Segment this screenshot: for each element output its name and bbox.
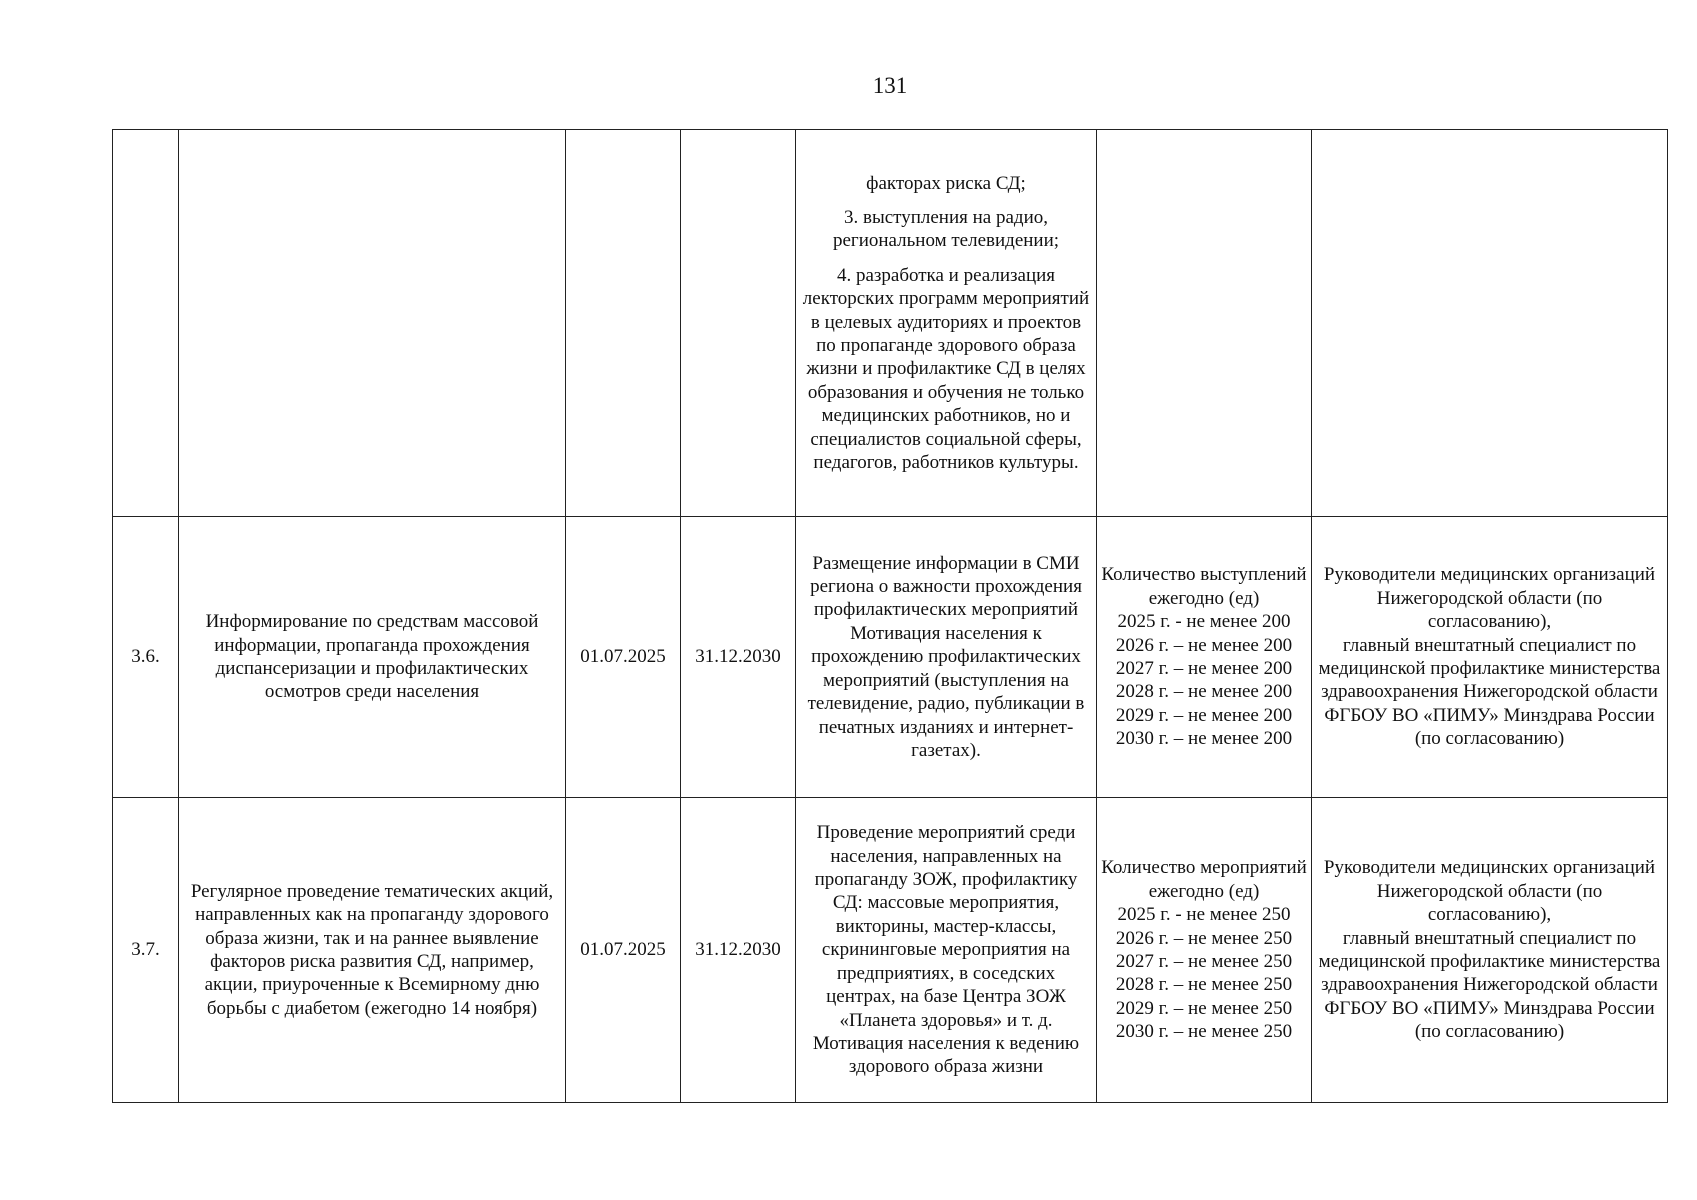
- cell-measure-name: [179, 130, 566, 517]
- cell-start-date: 01.07.2025: [566, 798, 681, 1103]
- content-paragraph: Мотивация населения к прохождению профилактических мероприятий (выступления на телевидение, радио, публикации в печатных изданиях и интернет-газетах).: [807, 622, 1085, 761]
- cell-end-date: [681, 130, 796, 517]
- cell-responsible: [1312, 517, 1668, 798]
- cell-content: [796, 517, 1097, 798]
- cell-measure-name: Регулярное проведение тематических акций, направленных как на пропаганду здорового образа жизни, так и на раннее выявление факторов риска развития СД, например, акции, приуроченные к Всемирному дню борьбы с диабетом (ежегодно 14 ноября): [179, 798, 566, 1103]
- indicator-year-value: 2026 г. – не менее 250: [1115, 927, 1293, 949]
- responsible-item: ФГБОУ ВО «ПИМУ» Минздрава России (по согласованию): [1324, 997, 1655, 1043]
- cell-content: [796, 130, 1097, 517]
- cell-number: 3.6.: [113, 517, 179, 798]
- responsible-item: главный внештатный специалист по медицинской профилактике министерства здравоохранения Нижегородской области: [1318, 927, 1661, 996]
- content-paragraph: Проведение мероприятий среди населения, направленных на пропаганду ЗОЖ, профилактику СД: массовые мероприятия, викторины, мастер-классы, скрининговые мероприятия на предприятиях, в соседских центрах, на базе Центра ЗОЖ «Планета здоровья» и т. д.: [814, 822, 1078, 1031]
- indicator-year-value: 2030 г. – не менее 200: [1115, 728, 1293, 750]
- cell-indicator: [1097, 798, 1312, 1103]
- cell-measure-name: Информирование по средствам массовой информации, пропаганда прохождения диспансеризации и профилактических осмотров среди населения: [179, 517, 566, 798]
- indicator-year-value: 2028 г. – не менее 200: [1115, 681, 1293, 703]
- indicator-title: Количество выступлений ежегодно (ед): [1101, 564, 1307, 609]
- table-row-3-7: [113, 798, 1668, 1103]
- indicator-year-value: 2028 г. – не менее 250: [1115, 974, 1293, 996]
- responsible-item: ФГБОУ ВО «ПИМУ» Минздрава России (по согласованию): [1324, 704, 1655, 750]
- responsible-item: Руководители медицинских организаций Нижегородской области (по согласованию),: [1323, 857, 1656, 926]
- page-number: 131: [872, 73, 908, 98]
- cell-indicator: [1097, 130, 1312, 517]
- cell-number: [113, 130, 179, 517]
- cell-start-date: [566, 130, 681, 517]
- cell-content: [796, 798, 1097, 1103]
- content-paragraph: Размещение информации в СМИ региона о важности прохождения профилактических мероприятий: [810, 552, 1082, 621]
- indicator-title: Количество мероприятий ежегодно (ед): [1101, 857, 1307, 902]
- indicator-year-value: 2027 г. – не менее 250: [1115, 951, 1293, 972]
- indicator-year-value: 2025 г. - не менее 200: [1117, 611, 1291, 633]
- indicator-year-value: 2025 г. - не менее 250: [1117, 904, 1291, 926]
- cell-end-date: 31.12.2030: [681, 798, 796, 1103]
- indicator-year-value: 2030 г. – не менее 250: [1115, 1021, 1293, 1043]
- cell-number: 3.7.: [113, 798, 179, 1103]
- content-paragraph: 3. выступления на радио, региональном телевидении;: [832, 206, 1060, 252]
- indicator-year-value: 2029 г. – не менее 200: [1115, 704, 1293, 726]
- cell-indicator: [1097, 517, 1312, 798]
- cell-responsible: [1312, 130, 1668, 517]
- table-row-continuation: [113, 130, 1668, 517]
- cell-start-date: 01.07.2025: [566, 517, 681, 798]
- content-paragraph: 4. разработка и реализация лекторских программ мероприятий в целевых аудиториях и проектов по пропаганде здорового образа жизни и профилактике СД в целях образования и обучения не только медицинских работников, но и специалистов социальной сферы, педагогов, работников культуры.: [802, 264, 1090, 474]
- content-paragraph: Мотивация населения к ведению здорового образа жизни: [812, 1032, 1080, 1078]
- responsible-item: Руководители медицинских организаций Нижегородской области (по согласованию),: [1323, 564, 1656, 633]
- indicator-year-value: 2026 г. – не менее 200: [1115, 634, 1293, 656]
- cell-end-date: 31.12.2030: [681, 517, 796, 798]
- measures-table: [112, 129, 1668, 1103]
- cell-responsible: [1312, 798, 1668, 1103]
- content-paragraph: факторах риска СД;: [866, 172, 1026, 194]
- table-row-3-6: [113, 517, 1668, 798]
- indicator-year-value: 2029 г. – не менее 250: [1115, 997, 1293, 1019]
- responsible-item: главный внештатный специалист по медицинской профилактике министерства здравоохранения Нижегородской области: [1318, 634, 1661, 703]
- indicator-year-value: 2027 г. – не менее 200: [1115, 658, 1293, 679]
